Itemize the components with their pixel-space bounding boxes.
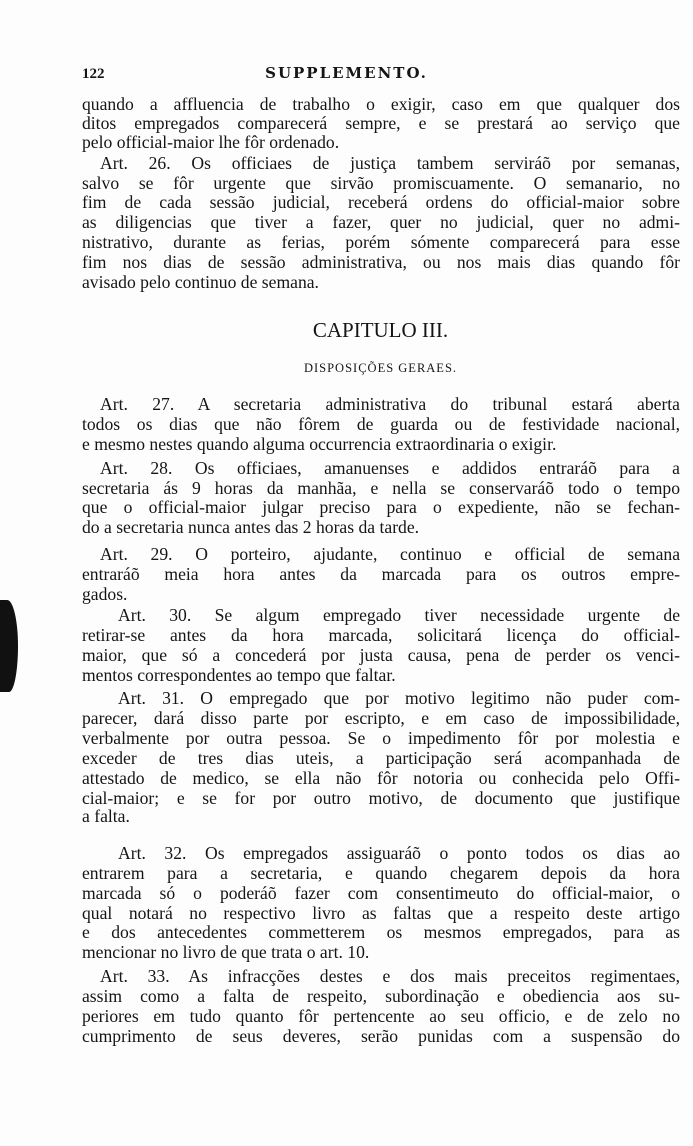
chapter-title: CAPITULO III. [312, 318, 449, 342]
text-line: periores em tudo quanto fôr pertencente ao seu officio, e de zelo no [82, 1006, 680, 1026]
text-line: salvo se fôr urgente que sirvão promiscuamente. O semanario, no [82, 173, 680, 193]
text-line: Art. 28. Os officiaes, amanuenses e addidos entraráõ para a [100, 458, 680, 478]
text-line: cial-maior; e se for por outro motivo, de documento que justifique [82, 788, 680, 808]
section-subtitle: DISPOSIÇÕES GERAES. [303, 361, 458, 375]
text-line: do a secretaria nunca antes das 2 horas da tarde. [82, 517, 420, 537]
text-line: fim de cada sessão judicial, receberá ordens do official-maior sobre [82, 192, 680, 212]
text-line: fim nos dias de sessão administrativa, ou nos mais dias quando fôr [82, 252, 680, 272]
text-line: que o official-maior julgar preciso para o expediente, não se fechan- [82, 497, 680, 517]
text-line: secretaria ás 9 horas da manhãa, e nella se conservaráõ todo o tempo [82, 478, 680, 498]
text-line: cumprimento de seus deveres, serão punidas com a suspensão do [82, 1026, 680, 1046]
text-line: gados. [82, 584, 128, 604]
page-number: 122 [82, 66, 105, 82]
text-line: Art. 32. Os empregados assiguaráõ o ponto todos os dias ao [118, 843, 680, 863]
text-line: mencionar no livro de que trata o art. 10. [82, 942, 370, 962]
text-line: e dos antecedentes commetterem os mesmos empregados, para as [82, 922, 680, 942]
text-line: Art. 27. A secretaria administrativa do tribunal estará aberta [100, 394, 680, 414]
text-line: quando a affluencia de trabalho o exigir, caso em que qualquer dos [82, 94, 680, 114]
text-line: e mesmo nestes quando alguma occurrencia extraordinaria o exigir. [82, 434, 557, 454]
text-line: todos os dias que não fôrem de guarda ou de festividade nacional, [82, 414, 680, 434]
text-line: attestado de medico, se ella não fôr notoria ou conhecida pelo Offi- [82, 768, 680, 788]
text-line: verbalmente por outra pessoa. Se o impedimento fôr por molestia e [82, 728, 680, 748]
text-line: Art. 26. Os officiaes de justiça tambem serviráõ por semanas, [100, 153, 680, 173]
text-line: Art. 30. Se algum empregado tiver necessidade urgente de [118, 605, 680, 625]
text-line: maior, que só a concederá por justa causa, pena de perder os venci- [82, 645, 680, 665]
running-title: SUPPLEMENTO. [265, 64, 428, 82]
text-line: assim como a falta de respeito, subordinação e obediencia aos su- [82, 986, 680, 1006]
text-line: parecer, dará disso parte por escripto, e em caso de impossibilidade, [82, 708, 680, 728]
text-line: entraráõ meia hora antes da marcada para os outros empre- [82, 564, 680, 584]
scan-ink-blot [0, 600, 18, 692]
text-line: mentos correspondentes ao tempo que faltar. [82, 665, 396, 685]
text-line: qual notará no respectivo livro as faltas que a respeito deste artigo [82, 903, 680, 923]
text-line: exceder de tres dias uteis, a participação será acompanhada de [82, 748, 680, 768]
text-line: ditos empregados comparecerá sempre, e se prestará ao serviço que [82, 113, 680, 133]
text-line: Art. 31. O empregado que por motivo legitimo não puder com- [118, 688, 680, 708]
text-line: as diligencias que tiver a fazer, quer no judicial, quer no admi- [82, 212, 680, 232]
text-line: retirar-se antes da hora marcada, solicitará licença do official- [82, 625, 680, 645]
text-line: pelo official-maior lhe fôr ordenado. [82, 132, 340, 152]
text-line: nistrativo, durante as ferias, porém sómente comparecerá para esse [82, 232, 680, 252]
text-line: Art. 29. O porteiro, ajudante, continuo e official de semana [100, 544, 680, 564]
text-line: a falta. [82, 806, 130, 826]
text-line: avisado pelo continuo de semana. [82, 272, 319, 292]
text-line: Art. 33. As infracções destes e dos mais preceitos regimentaes, [100, 966, 680, 986]
text-line: marcada só o poderáõ fazer com consentimeuto do official-maior, o [82, 883, 680, 903]
text-line: entrarem para a secretaria, e quando chegarem depois da hora [82, 863, 680, 883]
